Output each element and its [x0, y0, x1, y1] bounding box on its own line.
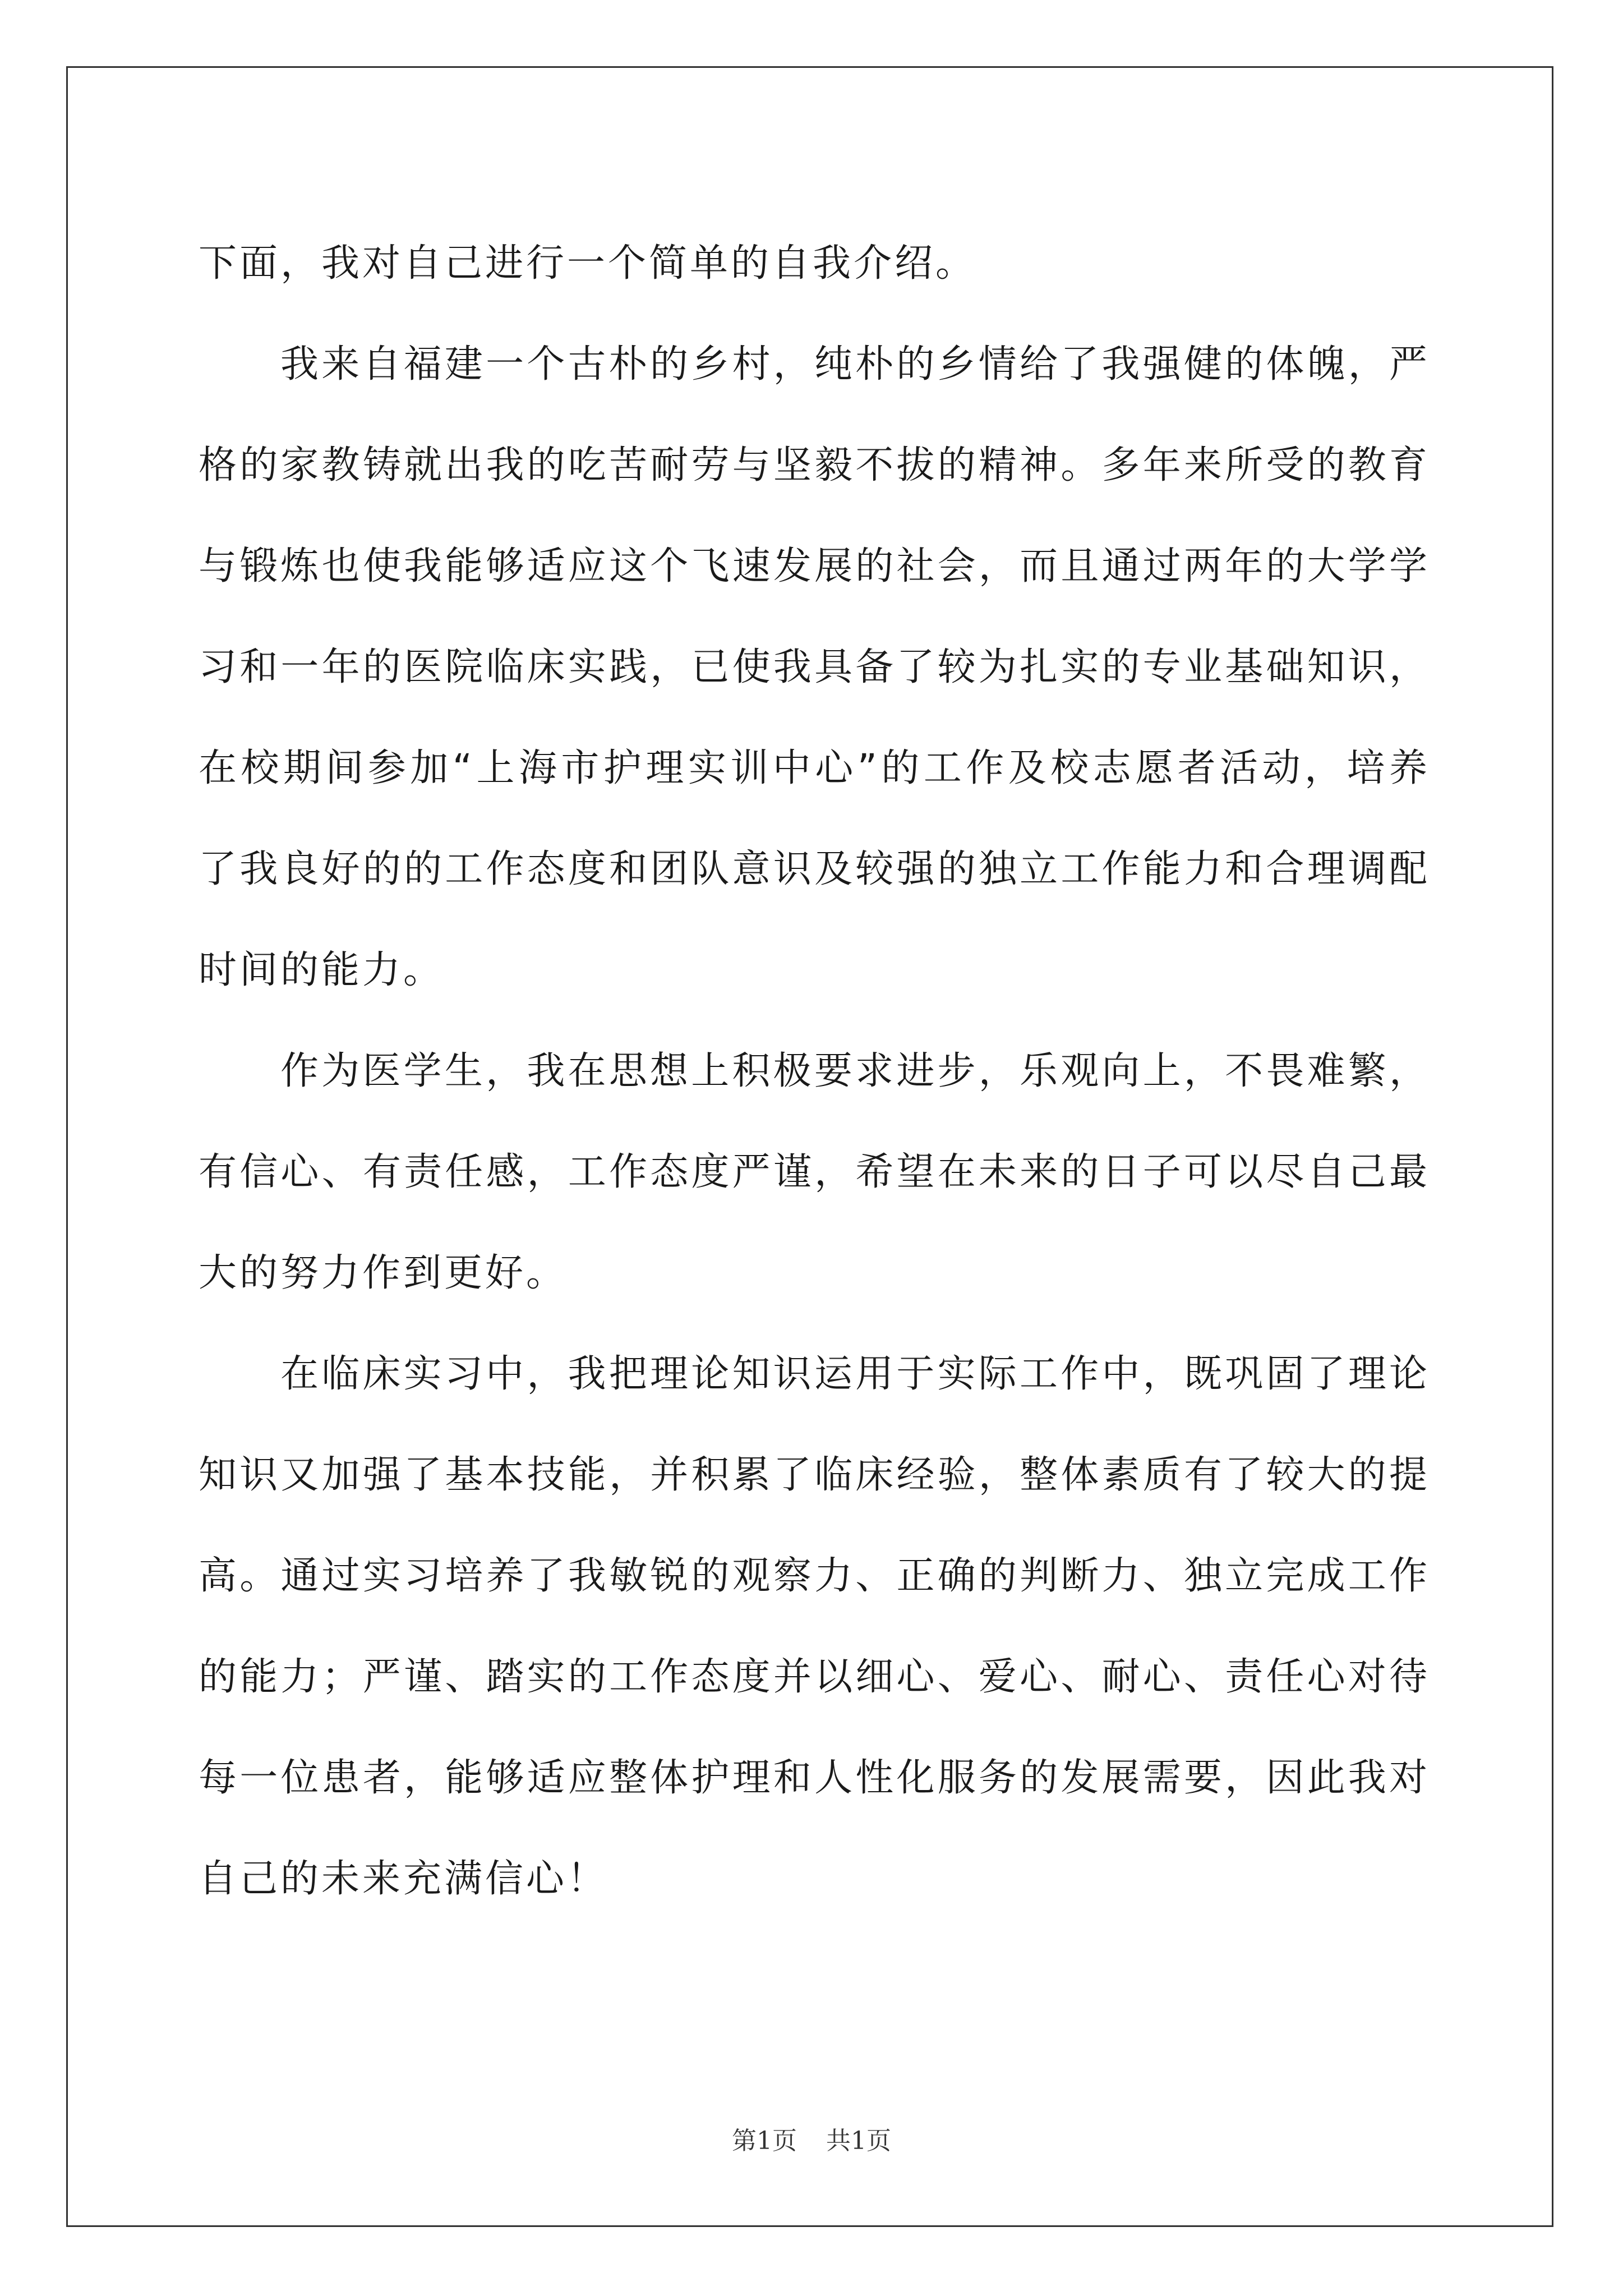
paragraph-attitude: 作为医学生，我在思想上积极要求进步，乐观向上，不畏难繁，有信心、有责任感，工作态度严谨，希望在未来的日子可以尽自己最大的努力作到更好。: [199, 1049, 1430, 1295]
paragraph-intro: 下面，我对自己进行一个简单的自我介绍。: [199, 241, 977, 286]
paragraph-background: 我来自福建一个古朴的乡村，纯朴的乡情给了我强健的体魄，严格的家教铸就出我的吃苦耐劳与坚毅不拔的精神。多年来所受的教育与锻炼也使我能够适应这个飞速发展的社会，而且通过两年的大学学习和一年的医院临床实践，已使我具备了较为扎实的专业基础知识，在校期间参加“上海市护理实训中心”的工作及校志愿者活动，培养了我良好的的工作态度和团队意识及较强的独立工作能力和合理调配时间的能力。: [199, 342, 1430, 992]
paragraph-clinical: 在临床实习中，我把理论知识运用于实际工作中，既巩固了理论知识又加强了基本技能，并积累了临床经验，整体素质有了较大的提高。通过实习培养了我敏锐的观察力、正确的判断力、独立完成工作的能力；严谨、踏实的工作态度并以细心、爱心、耐心、责任心对待每一位患者，能够适应整体护理和人性化服务的发展需要，因此我对自己的未来充满信心！: [199, 1352, 1430, 1901]
page-total: 共1页: [826, 2127, 891, 2155]
page-number: 第1页: [732, 2127, 797, 2155]
document-body: [199, 213, 1430, 1930]
page-footer: [0, 2120, 1623, 2156]
